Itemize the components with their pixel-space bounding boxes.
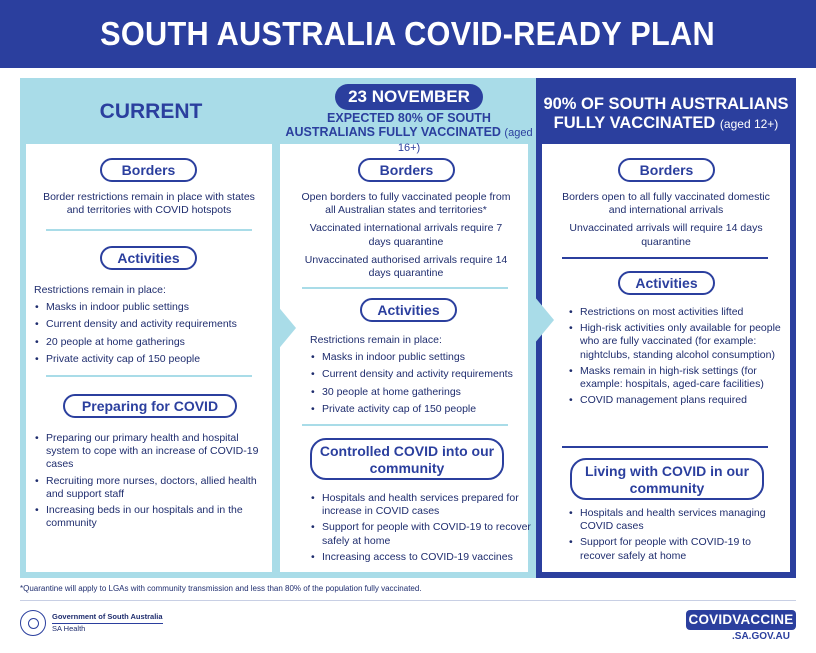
page-title: SOUTH AUSTRALIA COVID-READY PLAN (100, 15, 716, 52)
government-logo-text (52, 612, 163, 634)
list-item: • Private activity cap of 150 people (34, 353, 270, 366)
list-item: • Restrictions on most activities lifted (568, 306, 788, 319)
november-borders-heading: Borders (358, 158, 455, 182)
november-borders-p1: Open borders to fully vaccinated people from all Australian states and territories* (301, 191, 511, 217)
list-item: • Hospitals and health services managing COVID cases (568, 507, 788, 533)
list-item: • Current density and activity requirements (310, 368, 532, 381)
november-controlled-heading: Controlled COVID into our community (310, 438, 504, 480)
november-date-badge: 23 NOVEMBER (335, 84, 483, 110)
covid-vaccine-logo-domain: .SA.GOV.AU (732, 631, 790, 642)
divider (46, 229, 252, 231)
list-item: • Increasing access to COVID-19 vaccines (310, 551, 532, 564)
government-logo (20, 610, 163, 636)
current-activities-heading: Activities (100, 246, 197, 270)
covid-vaccine-logo-main: COVIDVACCINE (686, 610, 796, 630)
list-item: • Private activity cap of 150 people (310, 403, 532, 416)
november-activities-section (310, 334, 532, 420)
current-borders-text: Border restrictions remain in place with states and territories with COVID hotspots (43, 191, 255, 217)
quarantine-footnote: *Quarantine will apply to LGAs with community transmission and less than 80% of the population fully vaccinated. (20, 584, 422, 593)
government-name: Government of South Australia (52, 612, 163, 624)
list-item: • Support for people with COVID-19 to recover safely at home (568, 536, 788, 562)
divider (562, 446, 768, 448)
list-item: • Current density and activity requirements (34, 318, 270, 331)
november-controlled-section (310, 492, 532, 567)
current-borders-heading: Borders (100, 158, 197, 182)
list-item: • Increasing beds in our hospitals and in the community (34, 504, 266, 530)
ninety-aged: (aged 12+) (719, 117, 779, 131)
covid-vaccine-logo (686, 610, 796, 642)
list-item: • Hospitals and health services prepared for increase in COVID cases (310, 492, 532, 518)
divider (562, 257, 768, 259)
list-item: • Recruiting more nurses, doctors, allied health and support staff (34, 475, 266, 501)
title-banner (0, 0, 816, 68)
list-item: • High-risk activities only available for people who are fully vaccinated (for example: nightclubs, standing alcohol consumption) (568, 322, 788, 362)
ninety-title (536, 95, 796, 134)
november-subtitle-text: EXPECTED 80% OF SOUTH AUSTRALIANS FULLY VACCINATED (285, 111, 501, 139)
list-item: • COVID management plans required (568, 394, 788, 407)
department-name: SA Health (52, 624, 86, 633)
chevron-right-icon (276, 304, 296, 352)
list-item: • Preparing our primary health and hospital system to cope with an increase of COVID-19 cases (34, 432, 266, 472)
november-borders-p3: Unvaccinated authorised arrivals require 14 days quarantine (304, 253, 508, 280)
ninety-living-section (568, 507, 788, 566)
divider (302, 424, 508, 426)
november-borders-p2: Vaccinated international arrivals require 7 days quarantine (309, 222, 503, 248)
current-preparing-heading: Preparing for COVID (63, 394, 237, 418)
list-item: • Masks in indoor public settings (310, 351, 532, 364)
list-item: • 20 people at home gatherings (34, 336, 270, 349)
list-item: • Support for people with COVID-19 to recover safely at home (310, 521, 532, 547)
list-item: • Masks remain in high-risk settings (for example: hospitals, aged-care facilities) (568, 365, 788, 391)
november-borders-section (298, 191, 514, 280)
list-item: • Masks in indoor public settings (34, 301, 270, 314)
current-activities-intro: Restrictions remain in place: (34, 284, 166, 296)
ninety-borders-p1: Borders open to all fully vaccinated domestic and international arrivals (562, 191, 770, 217)
ninety-borders-p2: Unvaccinated arrivals will require 14 days quarantine (569, 222, 763, 248)
november-activities-heading: Activities (360, 298, 457, 322)
november-activities-intro: Restrictions remain in place: (310, 334, 442, 346)
ninety-activities-heading: Activities (618, 271, 715, 295)
ninety-borders-section (558, 191, 774, 249)
ninety-living-heading: Living with COVID in our community (570, 458, 764, 500)
current-activities-section (34, 284, 270, 370)
footer-divider (20, 600, 796, 601)
sa-government-crest-icon (20, 610, 46, 636)
column-current-title: CURRENT (99, 100, 203, 123)
ninety-activities-section (568, 306, 788, 410)
november-subtitle (282, 111, 536, 155)
list-item: • 30 people at home gatherings (310, 386, 532, 399)
current-preparing-section (34, 432, 266, 533)
divider (46, 375, 252, 377)
divider (302, 287, 508, 289)
chevron-right-icon (534, 296, 554, 344)
ninety-borders-heading: Borders (618, 158, 715, 182)
ninety-title-text: 90% OF SOUTH AUSTRALIANS FULLY VACCINATED (543, 95, 789, 132)
november-aged: (aged 16+) (397, 127, 533, 154)
